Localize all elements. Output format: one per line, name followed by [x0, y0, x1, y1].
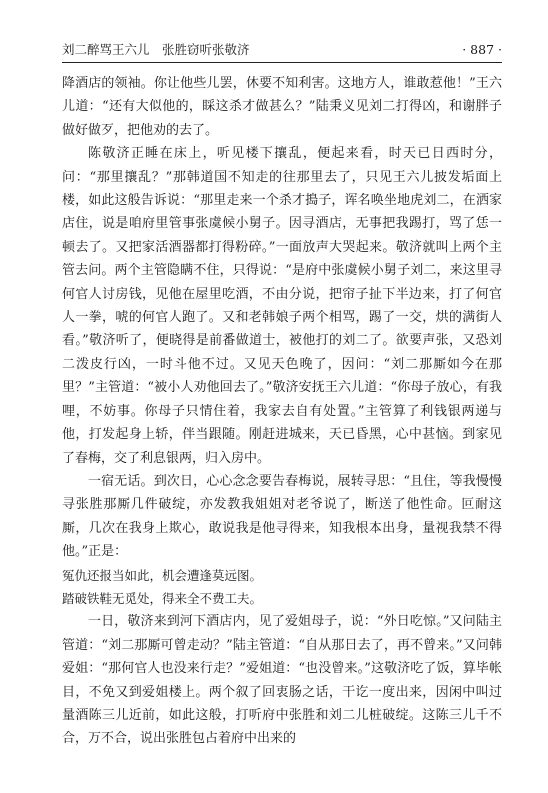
- running-header: [62, 40, 502, 60]
- paragraph: 一宿无话。到次日，心心念念要告春梅说，展转寻思：“且住，等我慢慢寻张胜那厮几件破绽，亦发教我姐姐对老爷说了，断送了他性命。叵耐这厮，几次在我身上欺心，敢说我是他寻得来，知我根本出身，量视我禁不得他。”正是：: [62, 473, 502, 560]
- paragraph: 一日，敬济来到河下酒店内，见了爱姐母子，说：“外日吃惊。”又问陆主管道：“刘二那厮可曾走动？”陆主管道：“自从那日去了，再不曾来。”又问韩爱姐：“那何官人也没来行走？”爱姐道：“也没曾来。”这敬济吃了饭，算毕帐目，不免又到爱姐楼上。两个叙了回衷肠之话，干讫一度出来，因闲中叫过量酒陈三儿近前，如此这般，打听府中张胜和刘二儿桩破绽。这陈三儿千不合，万不合，说出张胜包占着府中出来的: [62, 614, 502, 747]
- chapter-title: 刘二醉骂王六儿 张胜窃听张敬济: [62, 42, 250, 57]
- paragraph: 陈敬济正睡在床上，听见楼下攘乱，便起来看，时天已日西时分，问：“那里攘乱？”那韩道国不知走的往那里去了，只见王六儿披发垢面上楼，如此这般告诉说：“那里走来一个杀才搗子，诨名唤坐地虎刘二，在洒家店住，说是咱府里管事张虞候小舅子。因寻酒店，无事把我踢打，骂了恁一顿去了。又把家活酒器都打得粉碎。”一面放声大哭起来。敬济就叫上两个主管去问。两个主管隐瞒不住，只得说：“是府中张虞候小舅子刘二，来这里寻何官人讨房钱，见他在屋里吃酒，不由分说，把帘子扯下半边来，打了何官人一拳，唬的何官人跑了。又和老韩娘子两个相骂，踢了一交，烘的满街人看。”敬济听了，便晓得是前番做道士，被他打的刘二了。欲要声张，又恐刘二泼皮行凶，一时斗他不过。又见天色晚了，因问：“刘二那厮如今在那里？”主管道：“被小人劝他回去了。”敬济安抚王六儿道：“你母子放心，有我哩，不妨事。你母子只情住着，我家去自有处置。”主管算了利钱银两递与他，打发起身上轿，伴当跟随。刚赶进城来，天已昏黑，心中甚恼。到家见了春梅，交了利息银两，归入房中。: [62, 146, 502, 466]
- header-rule: [62, 62, 502, 63]
- page-number: · 887 ·: [462, 42, 502, 57]
- body-text: [62, 72, 502, 751]
- paragraph: 降酒店的领袖。你让他些儿罢，休要不知利害。这地方人，谁敢惹他！”王六儿道：“还有大似他的，睬这杀才做甚么？”陆秉义见刘二打得凶，和谢胖子做好做歹，把他劝的去了。: [62, 76, 502, 138]
- verse-line: 冤仇还报当如此，机会遭逢莫远图。: [62, 567, 263, 583]
- verse-line: 踏破铁鞋无觅处，得来全不费工夫。: [62, 590, 263, 606]
